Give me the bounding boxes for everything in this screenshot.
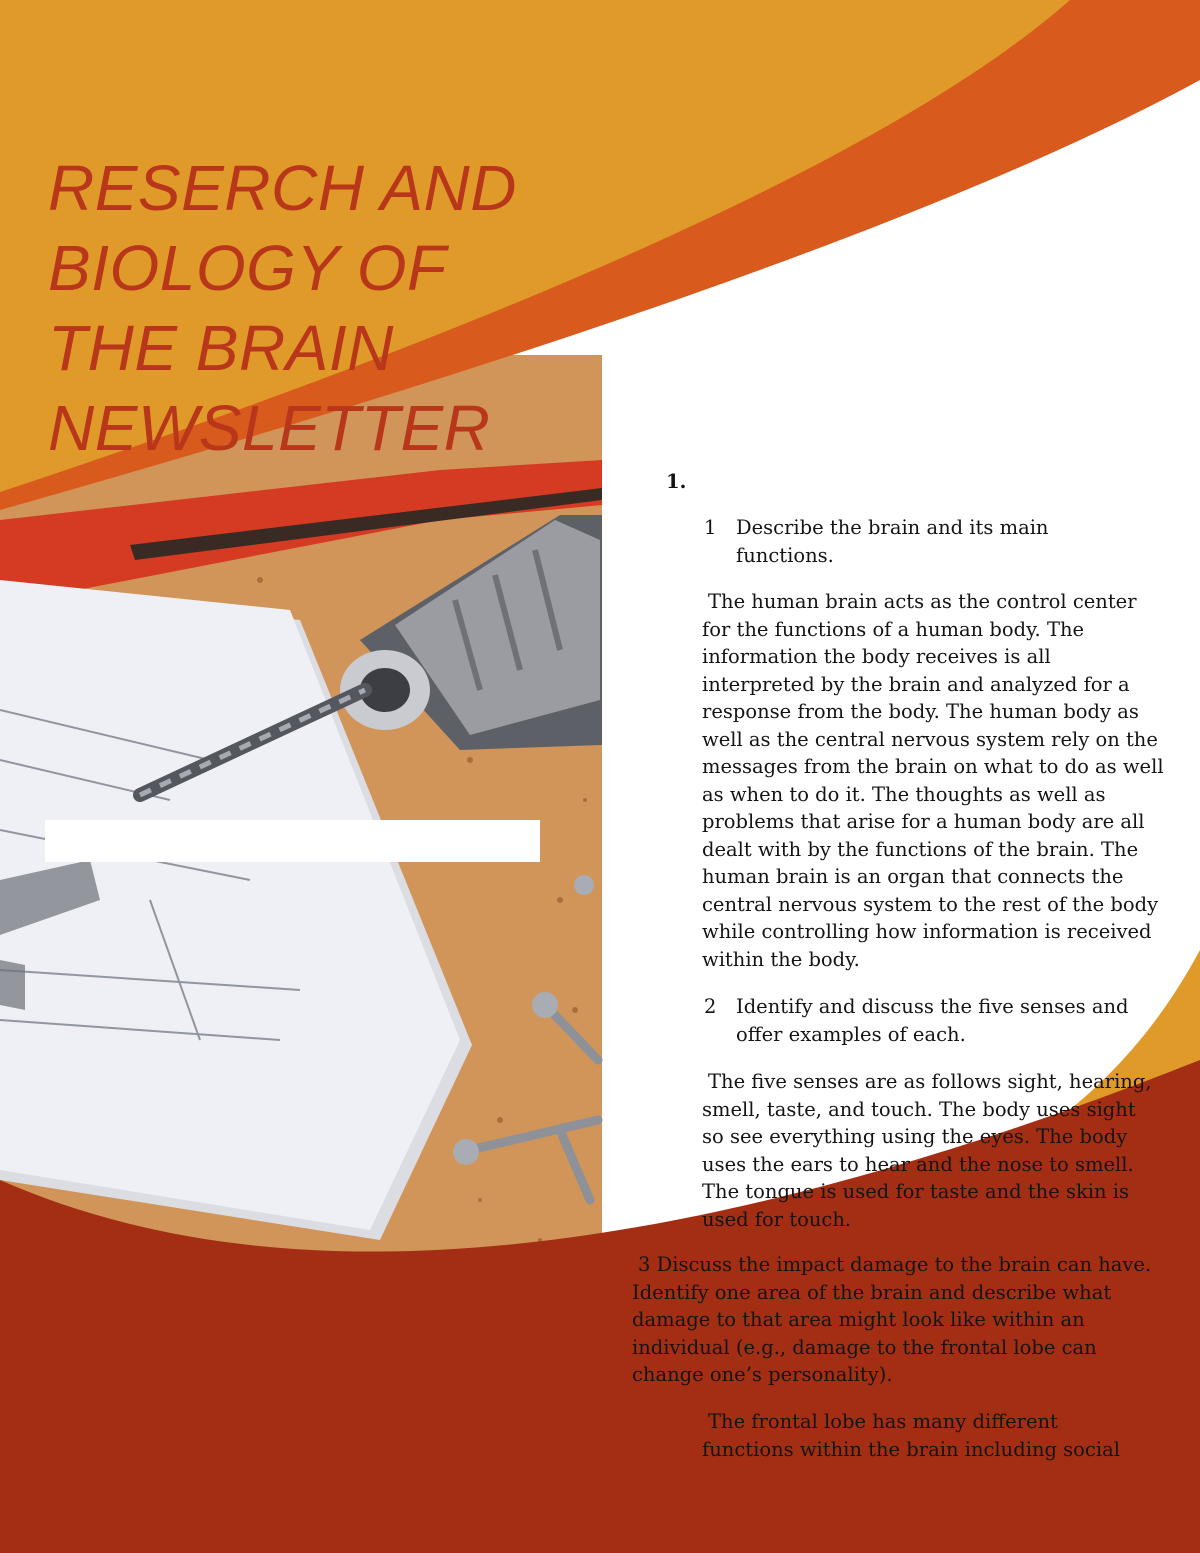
section-1-number: 1 bbox=[704, 516, 717, 539]
section-3-body: The frontal lobe has many different functions within the brain including social bbox=[702, 1410, 1120, 1461]
newsletter-title bbox=[48, 148, 608, 468]
title-line-2: BIOLOGY OF bbox=[48, 232, 447, 304]
title-line-4: NEWSLETTER bbox=[48, 392, 491, 464]
list-top-number: 1. bbox=[666, 470, 687, 493]
section-3-number: 3 bbox=[638, 1253, 651, 1276]
section-2-number: 2 bbox=[704, 995, 717, 1018]
section-1-body: The human brain acts as the control center for the functions of a human body. The information the body receives is all interpreted by the brain and analyzed for a response from the body. The human body as well as the central nervous system rely on the messages from the brain on what to do as well as when to do it. The thoughts as well as problems that arise for a human body are all dealt with by the functions of the brain. The human brain is an organ that connects the central nervous system to the rest of the body while controlling how information is received within the body. bbox=[702, 590, 1164, 971]
title-line-3: THE BRAIN bbox=[48, 312, 394, 384]
section-2-heading: Identify and discuss the five senses and offer examples of each. bbox=[736, 995, 1129, 1046]
section-3-heading-block bbox=[632, 1251, 1167, 1389]
title-line-1: RESERCH AND bbox=[48, 152, 517, 224]
white-caption-bar bbox=[45, 820, 540, 862]
section-3-heading: Discuss the impact damage to the brain can have. Identify one area of the brain and describe what damage to that area might look like within an individual (e.g., damage to the frontal lobe can change one’s personality). bbox=[632, 1253, 1152, 1386]
section-1-heading: Describe the brain and its main functions. bbox=[736, 516, 1049, 567]
section-2-body: The five senses are as follows sight, hearing, smell, taste, and touch. The body uses sight so see everything using the eyes. The body uses the ears to hear and the nose to smell. The tongue is used for taste and the skin is used for touch. bbox=[702, 1070, 1152, 1231]
